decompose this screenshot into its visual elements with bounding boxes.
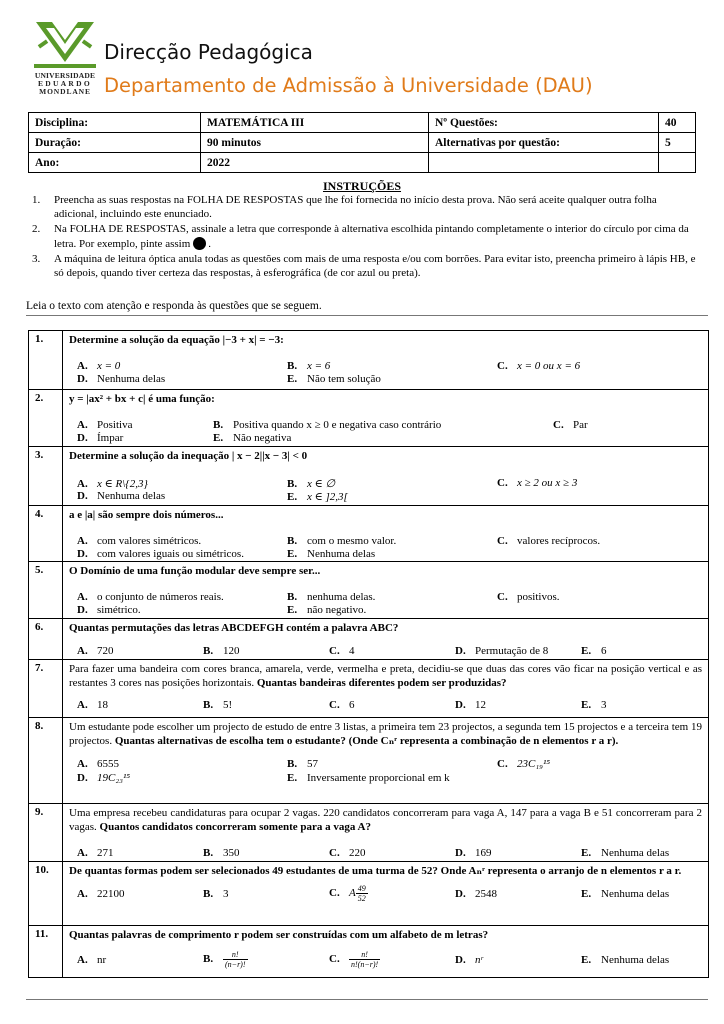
questoes-label: Nº Questões: (429, 113, 659, 133)
instructions-list (30, 194, 698, 282)
question-number: 5. (29, 562, 63, 618)
question-number: 11. (29, 926, 63, 977)
option-b: B. com o mesmo valor. (287, 535, 397, 547)
option-d: D. com valores iguais ou simétricos. (77, 548, 244, 560)
question-stem: Uma empresa recebeu candidaturas para ocupar 2 vagas. 220 candidatos concorreram para vaga A, 147 para a vaga B e 51 concorreram para 2 vagas. Quantos candidatos concorreram somente para a vaga A? (69, 807, 702, 833)
question-stem: Um estudante pode escolher um projecto de estudo de entre 3 listas, a primeira tem 23 projectos, a segunda tem 15 projectos e a terceira tem 19 projectos. Quantas alternativas de escolha tem o estudante? (Onde Cₙʳ representa a combinação de n elementos r a r). (69, 721, 702, 747)
question-stem: y = |ax² + bx + c| é uma função: (69, 393, 215, 405)
option-e: E. 6 (581, 645, 607, 657)
question-row (29, 925, 708, 977)
option-e: E. Não negativa (213, 432, 292, 444)
option-b: B. 350 (203, 847, 240, 859)
option-c: C. 23C₁₉¹⁵ (497, 758, 551, 770)
question-row (29, 446, 708, 505)
questoes-value: 40 (659, 113, 696, 133)
instruction-item: 2. Na FOLHA DE RESPOSTAS, assinale a letra que corresponde à alternativa escolhida pintando completamente o interior do círculo por cima da letra. Por exemplo, pinte assim . (32, 223, 689, 250)
option-d: D. Nenhuma delas (77, 490, 166, 502)
question-number: 4. (29, 506, 63, 561)
option-d: D. nʳ (455, 954, 483, 966)
question-stem: Quantas permutações das letras ABCDEFGH contém a palavra ABC? (69, 622, 399, 634)
option-d: D. simétrico. (77, 604, 141, 616)
question-number: 2. (29, 390, 63, 446)
option-c: C. Par (553, 419, 588, 431)
question-number: 10. (29, 862, 63, 925)
department-title: Departamento de Admissão à Universidade (DAU) (104, 74, 593, 97)
question-stem: Quantas palavras de comprimento r podem ser construídas com um alfabeto de m letras? (69, 929, 489, 941)
option-b: B. $\frac{n!}{(n-r)!}$ (203, 950, 246, 969)
question-row (29, 561, 708, 618)
option-c: C. A $\frac{49}{52}$ (329, 884, 366, 903)
alternativas-value: 5 (659, 133, 696, 153)
option-d: D. 12 (455, 699, 486, 711)
exam-info-table (28, 112, 696, 173)
option-a: A. 22100 (77, 888, 125, 900)
university-name: UNIVERSIDADE EDUARDO MONDLANE (34, 71, 96, 97)
option-a: A. x ∈ R\{2,3} (77, 478, 148, 490)
disciplina-value: MATEMÁTICA III (201, 113, 429, 133)
question-row (29, 717, 708, 803)
empty-cell (429, 153, 659, 173)
questions-table (28, 330, 709, 978)
option-c: C. positivos. (497, 591, 560, 603)
question-row (29, 618, 708, 659)
option-b: B. x = 6 (287, 360, 331, 372)
question-number: 9. (29, 804, 63, 861)
option-b: B. 120 (203, 645, 240, 657)
option-b: B. Positiva quando x ≥ 0 e negativa caso contrário (213, 419, 442, 431)
lead-text: Leia o texto com atenção e responda às questões que se seguem. (26, 300, 322, 312)
option-a: A. com valores simétricos. (77, 535, 202, 547)
option-e: E. Não tem solução (287, 373, 381, 385)
document-header (30, 18, 710, 108)
option-c: C. 220 (329, 847, 366, 859)
question-number: 8. (29, 718, 63, 803)
question-row (29, 861, 708, 925)
question-row (29, 331, 708, 389)
instruction-item: 3. A máquina de leitura óptica anula todas as questões com mais de uma resposta e/ou com borrões. Para evitar isto, preencha primeiro à lápis HB, e só depois, quando tiver certeza das respostas, à esferográfica (de cor azul ou preta). (32, 253, 696, 279)
option-c: C. 4 (329, 645, 355, 657)
duracao-label: Duração: (29, 133, 201, 153)
option-a: A. x = 0 (77, 360, 121, 372)
option-a: A. 720 (77, 645, 114, 657)
question-stem: Para fazer uma bandeira com cores branca, amarela, verde, vermelha e preta, decidiu-se que duas das cores vão ficar na posição vertical e as restantes 3 cores nas posições horizontais. Quantas bandeiras diferentes podem ser produzidas? (69, 663, 702, 689)
question-number: 1. (29, 331, 63, 389)
question-number: 3. (29, 447, 63, 505)
option-d: D. 19C₂₃¹⁵ (77, 772, 131, 784)
empty-cell (659, 153, 696, 173)
option-b: B. nenhuma delas. (287, 591, 376, 603)
option-c: C. 6 (329, 699, 355, 711)
filled-bubble-icon (193, 237, 206, 250)
option-c: C. valores recíprocos. (497, 535, 601, 547)
instruction-item: 1. Preencha as suas respostas na FOLHA DE RESPOSTAS que lhe foi fornecida no início desta prova. Não será aceite qualquer outra folha adicional, incluindo este enunciado. (32, 194, 657, 220)
option-b: B. 57 (287, 758, 318, 770)
option-a: A. 18 (77, 699, 108, 711)
option-a: A. 271 (77, 847, 114, 859)
instructions-title: INSTRUÇÕES (322, 179, 402, 193)
question-row (29, 659, 708, 717)
question-number: 6. (29, 619, 63, 659)
footer-divider (26, 999, 708, 1000)
option-c: C. x = 0 ou x = 6 (497, 360, 581, 372)
option-a: A. o conjunto de números reais. (77, 591, 224, 603)
ano-value: 2022 (201, 153, 429, 173)
question-stem: O Domínio de uma função modular deve sempre ser... (69, 565, 321, 577)
option-b: B. 3 (203, 888, 229, 900)
question-stem: Determine a solução da inequação | x − 2||x − 3| < 0 (69, 450, 308, 462)
option-c: C. x ≥ 2 ou x ≥ 3 (497, 477, 578, 489)
question-stem: De quantas formas podem ser selecionados 49 estudantes de uma turma de 52? Onde Aₙʳ representa o arranjo de n elementos r a r. (69, 865, 682, 877)
question-stem: a e |a| são sempre dois números... (69, 509, 224, 521)
option-e: E. x ∈ ]2,3[ (287, 491, 348, 503)
option-d: D. Ímpar (77, 432, 124, 444)
option-a: A. Positiva (77, 419, 133, 431)
ano-label: Ano: (29, 153, 201, 173)
option-e: E. Inversamente proporcional em k (287, 772, 450, 784)
option-a: A. nr (77, 954, 107, 966)
question-row (29, 389, 708, 446)
option-e: E. Nenhuma delas (581, 847, 670, 859)
question-row (29, 803, 708, 861)
option-b: B. x ∈ ∅ (287, 478, 336, 490)
direction-title: Direcção Pedagógica (104, 40, 313, 64)
alternativas-label: Alternativas por questão: (429, 133, 659, 153)
option-a: A. 6555 (77, 758, 119, 770)
option-d: D. 169 (455, 847, 492, 859)
option-e: E. Nenhuma delas (581, 954, 670, 966)
option-c: C. $\frac{n!}{n!(n-r)!}$ (329, 950, 379, 969)
option-e: E. não negativo. (287, 604, 367, 616)
option-d: D. Nenhuma delas (77, 373, 166, 385)
option-d: D. Permutação de 8 (455, 645, 549, 657)
duracao-value: 90 minutos (201, 133, 429, 153)
option-b: B. 5! (203, 699, 233, 711)
option-e: E. Nenhuma delas (287, 548, 376, 560)
question-stem: Determine a solução da equação |−3 + x| = −3: (69, 334, 284, 346)
disciplina-label: Disciplina: (29, 113, 201, 133)
divider (26, 315, 708, 316)
option-d: D. 2548 (455, 888, 497, 900)
question-number: 7. (29, 660, 63, 717)
option-e: E. 3 (581, 699, 607, 711)
option-e: E. Nenhuma delas (581, 888, 670, 900)
question-row (29, 505, 708, 561)
